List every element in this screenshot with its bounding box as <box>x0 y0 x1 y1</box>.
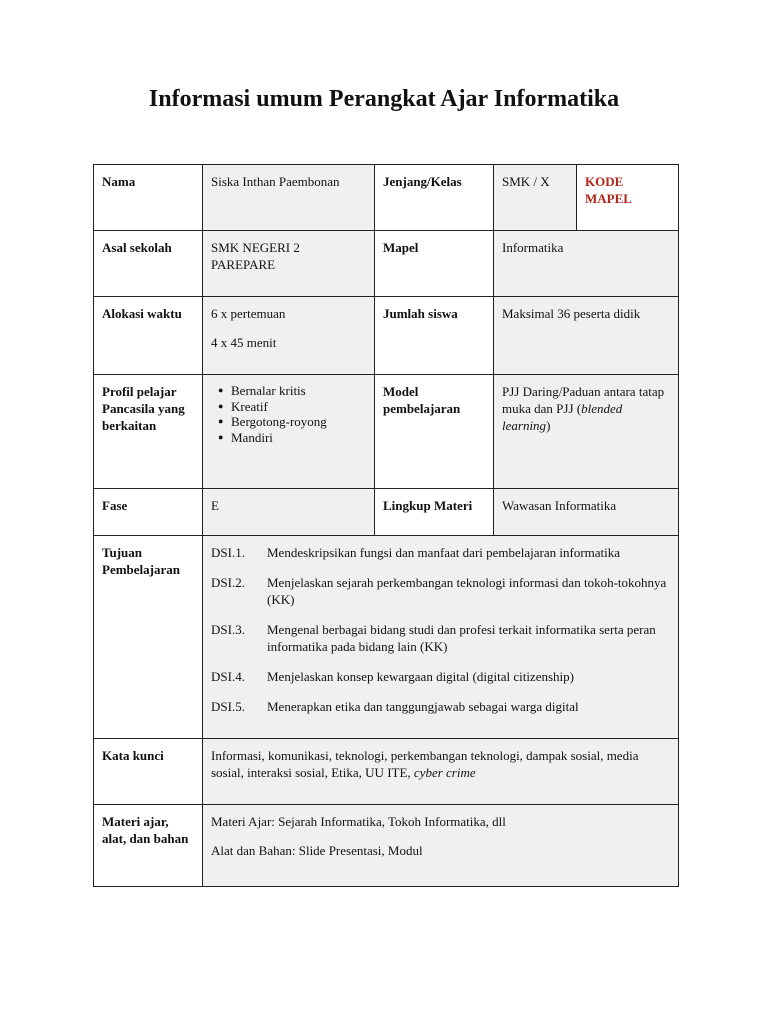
value-jumlah: Maksimal 36 peserta didik <box>494 297 679 375</box>
dsi-code: DSI.4. <box>211 669 245 684</box>
row-fase <box>94 489 679 536</box>
model-text: PJJ Daring/Paduan antara tatap muka dan PJJ ( <box>502 384 665 416</box>
dsi-text: Menerapkan etika dan tanggungjawab sebagai warga digital <box>267 699 579 714</box>
row-alokasi <box>94 297 679 375</box>
label-model: Model pembelajaran <box>375 375 494 489</box>
row-materi <box>94 805 679 887</box>
page-title: Informasi umum Perangkat Ajar Informatika <box>148 86 620 112</box>
value-model <box>494 375 679 489</box>
label-jumlah: Jumlah siswa <box>375 297 494 375</box>
list-item <box>211 574 670 608</box>
kata-italic: cyber crime <box>413 765 476 780</box>
alat-bahan: Alat dan Bahan: Slide Presentasi, Modul <box>211 843 423 858</box>
dsi-text: Mengenal berbagai bidang studi dan profesi terkait informatika serta peran informatika pada bidang lain (KK) <box>267 622 656 654</box>
row-asal <box>94 231 679 297</box>
label-tujuan: Tujuan Pembelajaran <box>94 536 203 739</box>
alokasi-menit: 4 x 45 menit <box>211 335 277 350</box>
dsi-text: Mendeskripsikan fungsi dan manfaat dari pembelajaran informatika <box>267 545 621 560</box>
row-tujuan <box>94 536 679 739</box>
info-table <box>93 164 679 887</box>
value-mapel: Informatika <box>494 231 679 297</box>
value-fase: E <box>203 489 375 536</box>
label-alokasi: Alokasi waktu <box>94 297 203 375</box>
dsi-text: Menjelaskan sejarah perkembangan teknologi informasi dan tokoh-tokohnya (KK) <box>267 575 667 607</box>
list-item <box>211 698 670 715</box>
value-lingkup: Wawasan Informatika <box>494 489 679 536</box>
kode-mapel: KODE MAPEL <box>577 165 679 231</box>
value-nama: Siska Inthan Paembonan <box>203 165 375 231</box>
model-italic: blended learning <box>502 401 623 433</box>
model-close: ) <box>546 418 551 433</box>
list-item: ● Mandiri <box>231 430 366 446</box>
kata-text: Informasi, komunikasi, teknologi, perkembangan teknologi, dampak sosial, media sosial, interaksi sosial, Etika, UU ITE, <box>211 748 639 780</box>
dsi-code: DSI.2. <box>211 575 245 590</box>
label-nama: Nama <box>94 165 203 231</box>
value-materi <box>203 805 679 887</box>
dsi-code: DSI.5. <box>211 699 245 714</box>
row-nama <box>94 165 679 231</box>
value-profil <box>203 375 375 489</box>
value-jenjang: SMK / X <box>494 165 577 231</box>
label-jenjang: Jenjang/Kelas <box>375 165 494 231</box>
list-item: ● Kreatif <box>231 399 366 415</box>
label-materi: Materi ajar, alat, dan bahan <box>94 805 203 887</box>
value-kata <box>203 739 679 805</box>
list-item <box>211 621 670 655</box>
label-lingkup: Lingkup Materi <box>375 489 494 536</box>
dsi-code: DSI.3. <box>211 622 245 637</box>
label-asal: Asal sekolah <box>94 231 203 297</box>
row-profil <box>94 375 679 489</box>
materi-ajar: Materi Ajar: Sejarah Informatika, Tokoh Informatika, dll <box>211 814 506 829</box>
label-fase: Fase <box>94 489 203 536</box>
value-asal: SMK NEGERI 2 PAREPARE <box>203 231 375 297</box>
row-kata <box>94 739 679 805</box>
label-kata: Kata kunci <box>94 739 203 805</box>
list-item <box>211 668 670 685</box>
list-item <box>211 544 670 561</box>
list-item: ● Bergotong-royong <box>231 414 366 430</box>
dsi-code: DSI.1. <box>211 545 245 560</box>
label-profil: Profil pelajar Pancasila yang berkaitan <box>94 375 203 489</box>
value-alokasi <box>203 297 375 375</box>
list-item: ● Bernalar kritis <box>231 383 366 399</box>
label-mapel: Mapel <box>375 231 494 297</box>
alokasi-pertemuan: 6 x pertemuan <box>211 306 286 321</box>
value-tujuan <box>203 536 679 739</box>
profil-list <box>211 383 366 445</box>
dsi-text: Menjelaskan konsep kewargaan digital (digital citizenship) <box>267 669 574 684</box>
